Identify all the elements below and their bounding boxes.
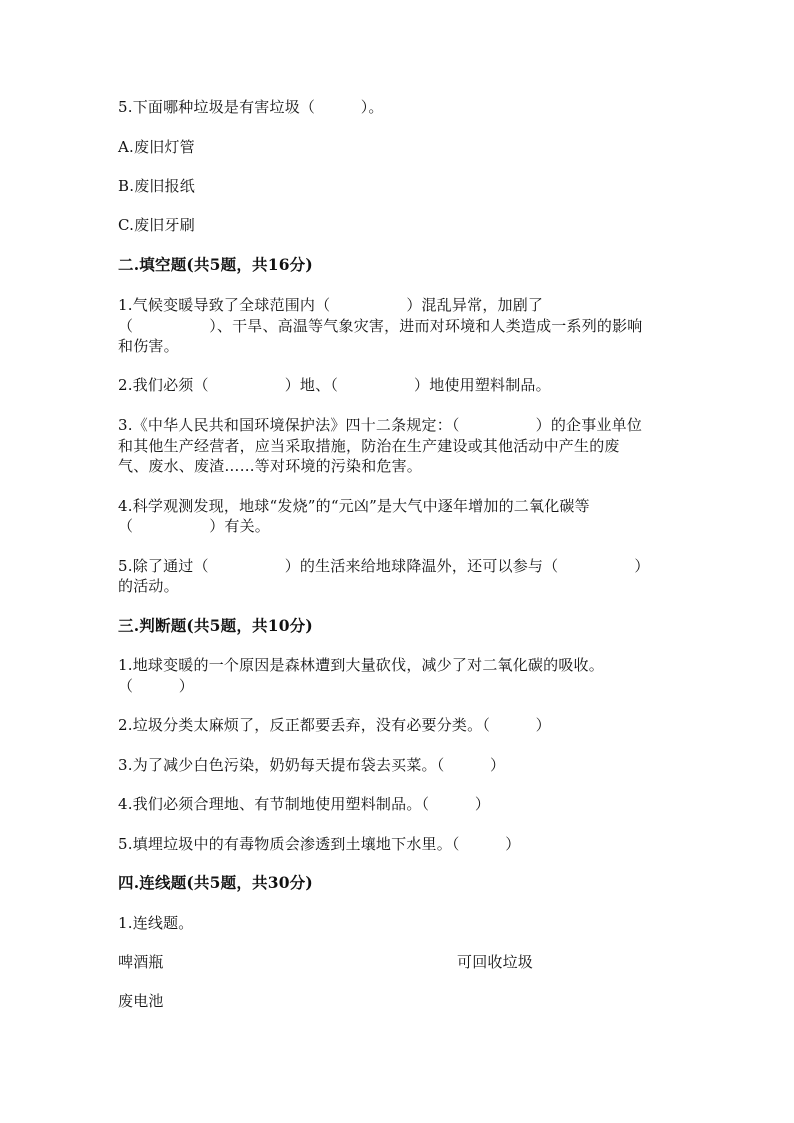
match-left-item: 啤酒瓶: [118, 953, 164, 971]
mc-option-a: A.废旧灯管: [118, 138, 195, 156]
judge-q4: 4.我们必须合理地、有节制地使用塑料制品。（ ）: [118, 795, 491, 813]
mc-question-5: 5.下面哪种垃圾是有害垃圾（ ）。: [118, 98, 384, 116]
mc-option-c: C.废旧牙刷: [118, 216, 195, 234]
judge-q3: 3.为了减少白色污染，奶奶每天提布袋去买菜。（ ）: [118, 756, 506, 774]
fill-q2: 2.我们必须（ ）地、（ ）地使用塑料制品。: [118, 376, 551, 394]
fill-q5-line2: 的活动。: [118, 577, 179, 595]
match-left-item: 废电池: [118, 992, 164, 1010]
judge-q1-line2: （ ）: [118, 677, 195, 695]
fill-q1-line2: （ ）、干旱、高温等气象灾害，进而对环境和人类造成一系列的影响: [118, 317, 643, 335]
mc-option-b: B.废旧报纸: [118, 177, 195, 195]
fill-q3-line1: 3.《中华人民共和国环境保护法》四十二条规定：（ ）的企事业单位: [118, 416, 643, 434]
fill-q1-line1: 1.气候变暖导致了全球范围内（ ）混乱异常，加剧了: [118, 296, 544, 314]
fill-q5-line1: 5.除了通过（ ）的生活来给地球降温外，还可以参与（ ）: [118, 557, 650, 575]
fill-q4-line2: （ ）有关。: [118, 517, 271, 535]
fill-q4-line1: 4.科学观测发现，地球“发烧”的“元凶”是大气中逐年增加的二氧化碳等: [118, 497, 590, 515]
judge-q2: 2.垃圾分类太麻烦了，反正都要丢弃，没有必要分类。（ ）: [118, 716, 551, 734]
match-q1-stem: 1.连线题。: [118, 914, 194, 932]
fill-q3-line3: 气、废水、废渣……等对环境的污染和危害。: [118, 457, 423, 475]
fill-q3-line2: 和其他生产经营者，应当采取措施，防治在生产建设或其他活动中产生的废: [118, 437, 620, 455]
judge-q5: 5.填埋垃圾中的有毒物质会渗透到土壤地下水里。（ ）: [118, 835, 521, 853]
section-3-heading: 三.判断题(共5题，共10分): [118, 616, 313, 635]
section-4-heading: 四.连线题(共5题，共30分): [118, 873, 313, 892]
judge-q1-line1: 1.地球变暖的一个原因是森林遭到大量砍伐，减少了对二氧化碳的吸收。: [118, 656, 604, 674]
section-2-heading: 二.填空题(共5题，共16分): [118, 255, 313, 274]
match-right-item: 可回收垃圾: [457, 953, 534, 971]
fill-q1-line3: 和伤害。: [118, 337, 179, 355]
